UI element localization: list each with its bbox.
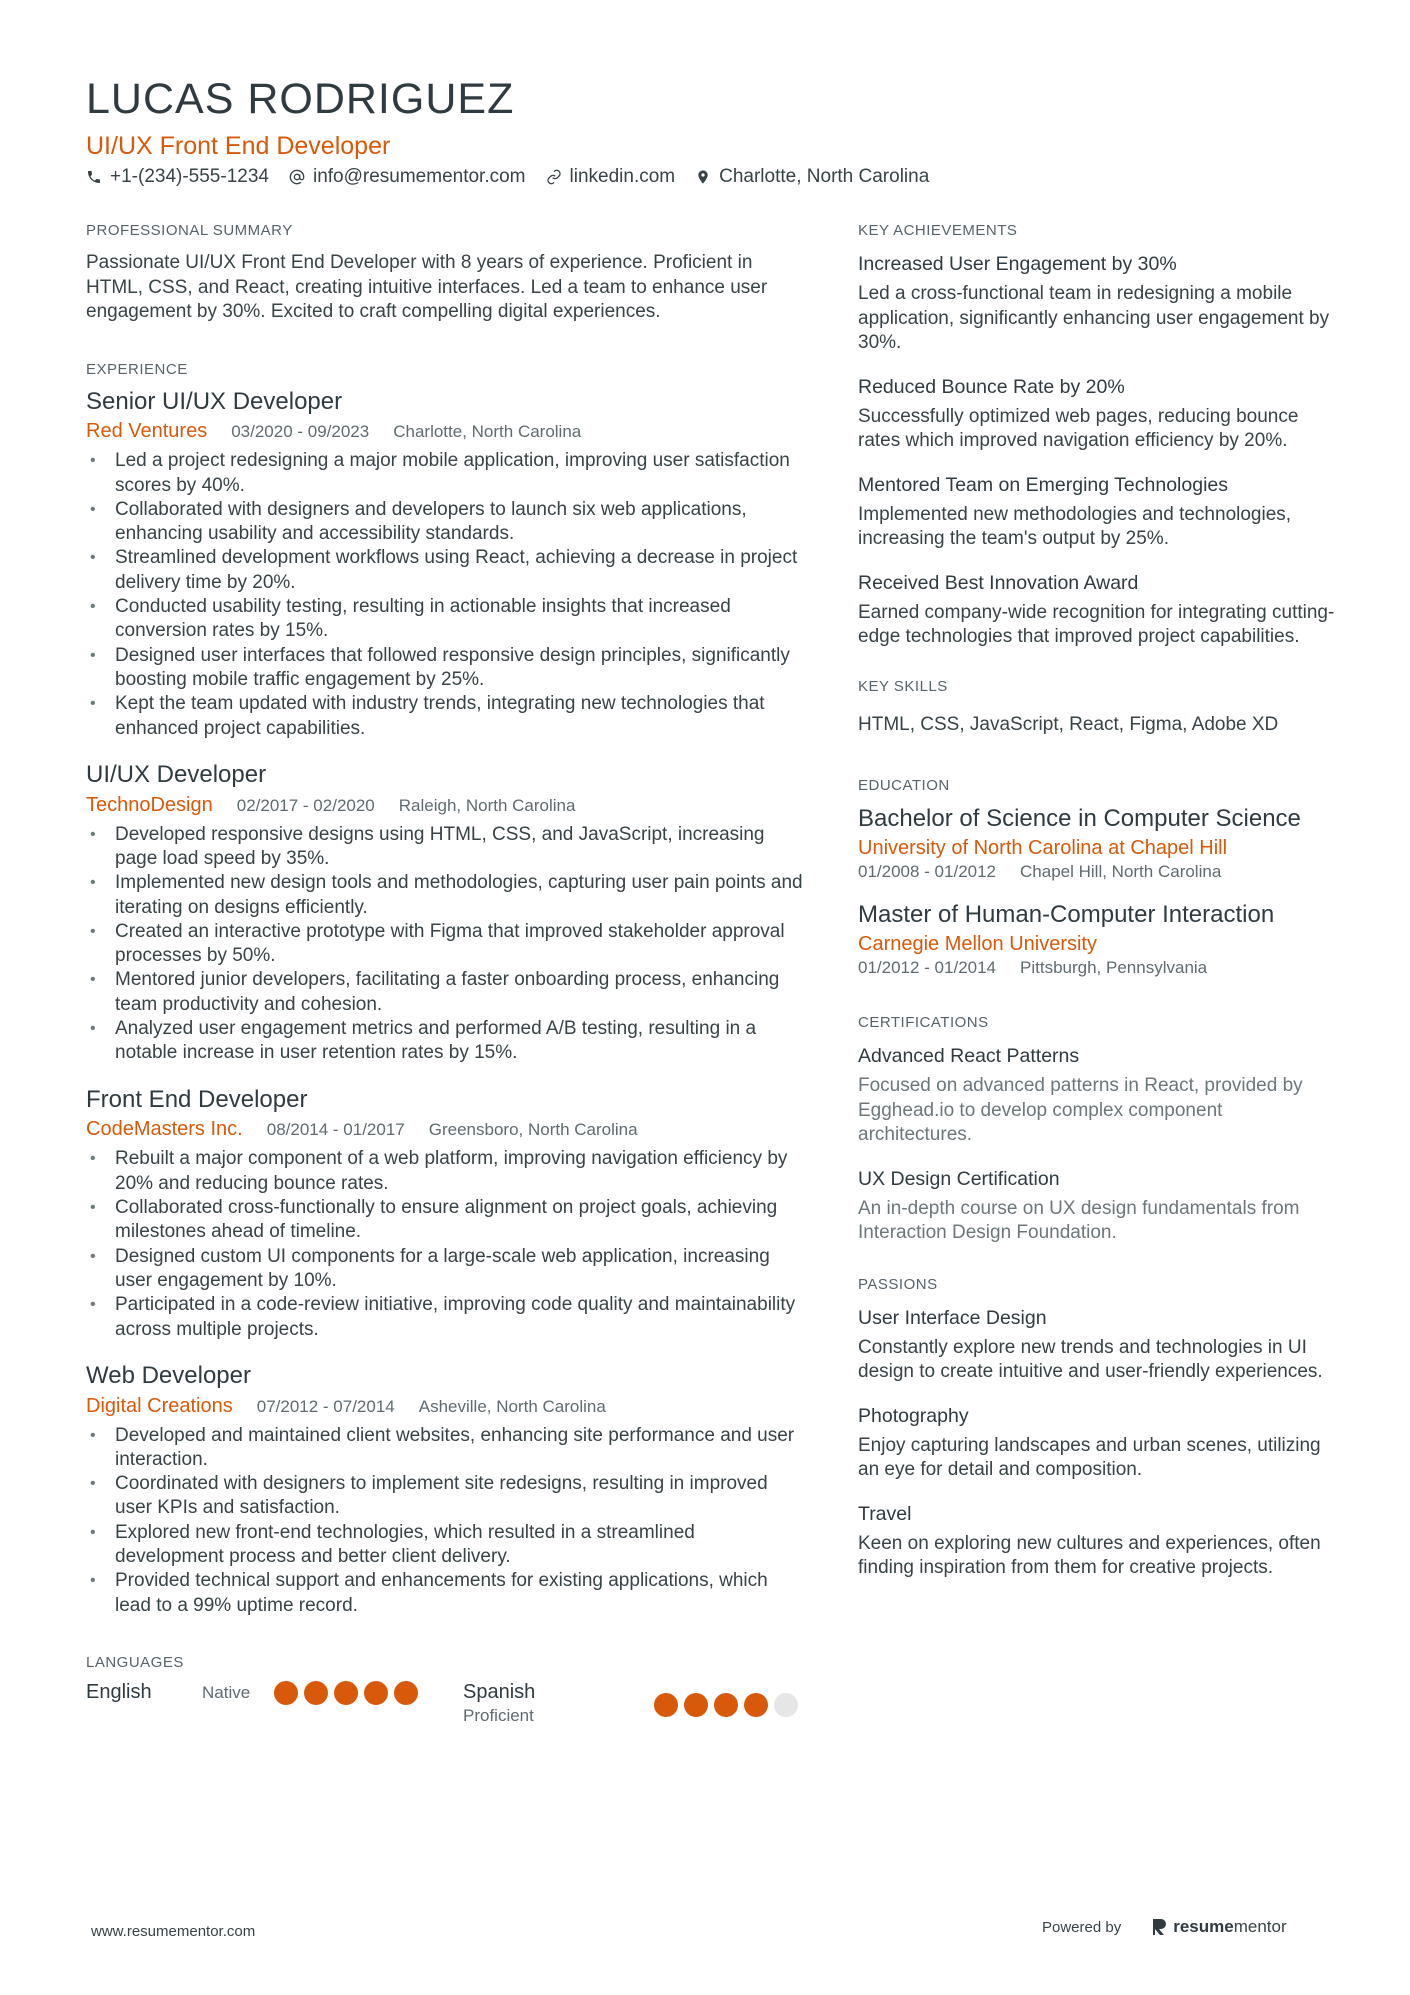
contact-bar (86, 166, 929, 188)
rating-dot-filled (684, 1693, 708, 1717)
job-bullet: • Provided technical support and enhancements for existing applications, which lead to a 99% uptime record. (86, 1569, 806, 1618)
experience-heading: EXPERIENCE (86, 360, 188, 378)
achievement-title: Reduced Bounce Rate by 20% (858, 375, 1125, 398)
job-meta (86, 420, 806, 443)
job-dates: 08/2014 - 01/2017 (266, 1120, 405, 1140)
languages-heading: LANGUAGES (86, 1653, 184, 1671)
job-company: CodeMasters Inc. (86, 1118, 243, 1141)
certifications-section (858, 1014, 1338, 1246)
contact-location-text: Charlotte, North Carolina (719, 166, 930, 187)
education-heading: EDUCATION (858, 777, 950, 794)
job-bullet: • Explored new front-end technologies, which resulted in a streamlined development process and better client delivery. (86, 1521, 806, 1570)
language-item (463, 1681, 798, 1726)
at-icon (289, 169, 305, 185)
job-entry (86, 1086, 806, 1342)
brand-logo[interactable] (1151, 1917, 1286, 1937)
languages-section (86, 1654, 806, 1726)
passions-section (858, 1276, 1338, 1581)
achievement-item (858, 572, 1338, 650)
achievements-heading: KEY ACHIEVEMENTS (858, 222, 1018, 239)
achievement-desc: Earned company-wide recognition for integrating cutting-edge technologies that improved project capabilities. (858, 601, 1335, 647)
job-company: Red Ventures (86, 420, 208, 443)
passion-item (858, 1503, 1338, 1581)
candidate-headline: UI/UX Front End Developer (86, 132, 391, 160)
summary-text: Passionate UI/UX Front End Developer with 8 years of experience. Proficient in HTML, CSS, and React, creating intuitive interfaces. Led a team to enhance user engagement by 30%. Excited to craft compelling digital experiences. (86, 252, 768, 322)
job-location: Greensboro, North Carolina (428, 1120, 638, 1140)
job-bullet: • Designed custom UI components for a large-scale web application, increasing user engagement by 10%. (86, 1245, 806, 1294)
brand-rest: mentor (1233, 1917, 1287, 1936)
education-dates: 01/2008 - 01/2012 (858, 862, 997, 881)
passion-item (858, 1405, 1338, 1483)
job-meta (86, 1395, 806, 1418)
contact-email-text: info@resumementor.com (312, 166, 526, 187)
education-meta (858, 862, 1338, 882)
job-bullet: • Mentored junior developers, facilitating a faster onboarding process, enhancing team productivity and cohesion. (86, 968, 806, 1017)
job-bullet: • Developed and maintained client websites, enhancing site performance and user interaction. (86, 1424, 806, 1473)
certification-item (858, 1045, 1338, 1148)
footer-powered (1042, 1917, 1287, 1937)
job-company: Digital Creations (86, 1394, 233, 1417)
brand-bold: resume (1173, 1917, 1234, 1936)
job-bullets (86, 1424, 806, 1618)
job-dates: 07/2012 - 07/2014 (256, 1396, 395, 1416)
passion-desc: Constantly explore new trends and technologies in UI design to create intuitive and user-friendly experiences. (858, 1336, 1323, 1382)
rating-dot-filled (364, 1681, 388, 1705)
rating-dot-filled (744, 1693, 768, 1717)
education-item (858, 900, 1338, 978)
contact-location (695, 166, 929, 188)
achievement-item (858, 376, 1338, 454)
job-bullets (86, 1147, 806, 1341)
language-rating (274, 1681, 418, 1705)
job-bullet: • Participated in a code-review initiative, improving code quality and maintainability across multiple projects. (86, 1293, 806, 1342)
job-bullets (86, 449, 806, 741)
achievement-desc: Implemented new methodologies and technologies, increasing the team's output by 25%. (858, 503, 1292, 549)
passion-title: User Interface Design (858, 1306, 1047, 1329)
job-location: Raleigh, North Carolina (398, 795, 576, 815)
certification-item (858, 1168, 1338, 1246)
education-meta (858, 958, 1338, 978)
contact-phone-text: +1-(234)-555-1234 (110, 166, 269, 187)
passion-title: Travel (858, 1502, 912, 1525)
rating-dot-empty (774, 1693, 798, 1717)
achievement-title: Received Best Innovation Award (858, 571, 1139, 594)
rating-dot-filled (304, 1681, 328, 1705)
job-bullet: • Created an interactive prototype with Figma that improved stakeholder approval processes by 50%. (86, 920, 806, 969)
passions-heading: PASSIONS (858, 1275, 938, 1293)
phone-icon (86, 169, 102, 185)
job-meta (86, 1118, 806, 1141)
certification-desc: An in-depth course on UX design fundamentals from Interaction Design Foundation. (858, 1197, 1300, 1243)
job-bullet: • Rebuilt a major component of a web platform, improving navigation efficiency by 20% and reducing bounce rates. (86, 1147, 806, 1196)
job-title: Web Developer (86, 1361, 251, 1389)
contact-linkedin-text: linkedin.com (569, 166, 676, 187)
achievement-item (858, 253, 1338, 356)
footer-website[interactable]: www.resumementor.com (91, 1923, 256, 1940)
achievement-desc: Led a cross-functional team in redesigning a mobile application, significantly enhancing user engagement by 30%. (858, 283, 1330, 353)
job-bullet: • Collaborated cross-functionally to ensure alignment on project goals, achieving milestones ahead of timeline. (86, 1196, 806, 1245)
education-section (858, 777, 1338, 978)
job-entry (86, 1362, 806, 1618)
job-bullet: • Analyzed user engagement metrics and performed A/B testing, resulting in a notable increase in user retention rates by 15%. (86, 1017, 806, 1066)
achievement-title: Increased User Engagement by 30% (858, 253, 1177, 275)
resumementor-logo-icon (1151, 1918, 1167, 1936)
job-bullet: • Conducted usability testing, resulting in actionable insights that increased conversion rates by 15%. (86, 595, 806, 644)
skills-text: HTML, CSS, JavaScript, React, Figma, Adobe XD (858, 713, 1279, 735)
job-dates: 02/2017 - 02/2020 (236, 795, 375, 815)
job-bullet: • Developed responsive designs using HTML, CSS, and JavaScript, increasing page load speed by 35%. (86, 823, 806, 872)
location-icon (695, 169, 711, 185)
job-location: Asheville, North Carolina (418, 1396, 606, 1416)
left-column (86, 222, 806, 1726)
certification-desc: Focused on advanced patterns in React, provided by Egghead.io to develop complex component architectures. (858, 1075, 1303, 1145)
languages-list (86, 1681, 806, 1726)
skills-section (858, 678, 1338, 738)
passion-desc: Enjoy capturing landscapes and urban scenes, utilizing an eye for detail and composition. (858, 1434, 1321, 1480)
rating-dot-filled (394, 1681, 418, 1705)
language-name: English (86, 1680, 152, 1703)
language-text (463, 1681, 535, 1726)
language-rating (654, 1693, 798, 1717)
job-title: UI/UX Developer (86, 760, 267, 788)
job-bullet: • Collaborated with designers and developers to launch six web applications, enhancing usability and accessibility standards. (86, 498, 806, 547)
education-school: University of North Carolina at Chapel Hill (858, 837, 1228, 859)
rating-dot-filled (654, 1693, 678, 1717)
job-meta (86, 794, 806, 817)
rating-dot-filled (274, 1681, 298, 1705)
experience-section (86, 361, 806, 1618)
language-level: Proficient (463, 1705, 534, 1725)
job-bullet: • Streamlined development workflows using React, achieving a decrease in project delivery time by 20%. (86, 546, 806, 595)
job-dates: 03/2020 - 09/2023 (231, 422, 370, 442)
language-item (86, 1681, 463, 1705)
achievement-desc: Successfully optimized web pages, reducing bounce rates which improved navigation efficiency by 20%. (858, 405, 1299, 451)
job-title: Senior UI/UX Developer (86, 387, 343, 415)
achievements-section (858, 222, 1338, 650)
rating-dot-filled (714, 1693, 738, 1717)
powered-by-label: Powered by (1042, 1918, 1122, 1936)
link-icon (546, 169, 562, 185)
certifications-heading: CERTIFICATIONS (858, 1014, 989, 1031)
job-company: TechnoDesign (86, 793, 213, 816)
achievement-title: Mentored Team on Emerging Technologies (858, 473, 1229, 496)
passion-item (858, 1307, 1338, 1385)
job-bullet: • Led a project redesigning a major mobile application, improving user satisfaction scores by 40%. (86, 449, 806, 498)
job-title: Front End Developer (86, 1085, 308, 1113)
job-entry (86, 761, 806, 1066)
education-location: Pittsburgh, Pennsylvania (1020, 958, 1208, 977)
job-bullet: • Implemented new design tools and methodologies, capturing user pain points and iterating on designs efficiently. (86, 871, 806, 920)
job-bullet: • Coordinated with designers to implement site redesigns, resulting in improved user KPIs and satisfaction. (86, 1472, 806, 1521)
job-bullet: • Designed user interfaces that followed responsive design principles, significantly boosting mobile traffic engagement by 25%. (86, 644, 806, 693)
education-item (858, 804, 1338, 882)
job-bullets (86, 823, 806, 1066)
certification-title: UX Design Certification (858, 1167, 1060, 1190)
summary-heading: PROFESSIONAL SUMMARY (86, 222, 293, 239)
candidate-name: LUCAS RODRIGUEZ (86, 75, 515, 123)
language-name: Spanish (463, 1680, 536, 1703)
achievement-item (858, 474, 1338, 552)
education-school: Carnegie Mellon University (858, 933, 1097, 955)
right-column (858, 222, 1338, 1601)
job-bullet: • Kept the team updated with industry trends, integrating new technologies that enhanced project capabilities. (86, 692, 806, 741)
education-degree: Master of Human-Computer Interaction (858, 901, 1275, 928)
rating-dot-filled (334, 1681, 358, 1705)
certification-title: Advanced React Patterns (858, 1045, 1080, 1067)
contact-phone[interactable] (86, 166, 269, 188)
skills-heading: KEY SKILLS (858, 677, 948, 695)
job-location: Charlotte, North Carolina (393, 422, 582, 442)
education-degree: Bachelor of Science in Computer Science (858, 805, 1301, 832)
summary-section (86, 222, 806, 325)
contact-email[interactable] (289, 166, 526, 188)
contact-linkedin[interactable] (546, 166, 676, 188)
passion-title: Photography (858, 1404, 969, 1427)
language-level: Native (202, 1682, 251, 1702)
education-location: Chapel Hill, North Carolina (1020, 862, 1222, 881)
education-dates: 01/2012 - 01/2014 (858, 958, 997, 977)
job-entry (86, 388, 806, 741)
passion-desc: Keen on exploring new cultures and experiences, often finding inspiration from them for creative projects. (858, 1532, 1321, 1578)
